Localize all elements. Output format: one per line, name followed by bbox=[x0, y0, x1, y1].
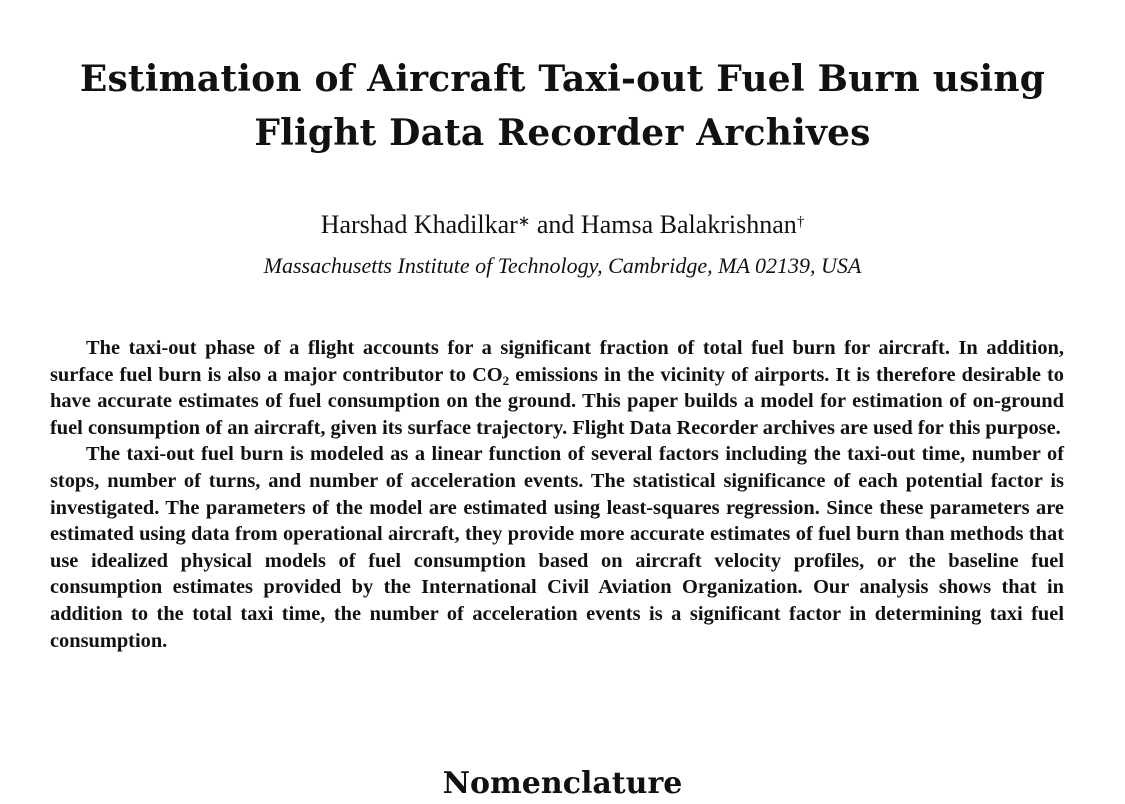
affiliation: Massachusetts Institute of Technology, Cambridge, MA 02139, USA bbox=[263, 253, 862, 278]
author-list bbox=[0, 207, 1125, 243]
abstract-paragraph: The taxi-out fuel burn is modeled as a linear function of several factors including the taxi-out time, number of stops, number of turns, and number of acceleration events. The statistical significance of each potential factor is investigated. The parameters of the model are estimated using least-squares regression. Since these parameters are estimated using data from operational aircraft, they provide more accurate estimates of fuel burn than methods that use idealized physical models of fuel consumption based on aircraft velocity profiles, or the baseline fuel consumption estimates provided by the International Civil Aviation Organization. Our analysis shows that in addition to the total taxi time, the number of acceleration events is a significant factor in determining taxi fuel consumption. bbox=[50, 443, 1064, 652]
footnote-mark: ∗ bbox=[517, 214, 531, 230]
abstract-paragraph bbox=[50, 335, 1064, 441]
paper-title-line-2: Flight Data Recorder Archives bbox=[254, 112, 871, 154]
section-heading: Nomenclature bbox=[442, 766, 683, 801]
author-name: Harshad Khadilkar bbox=[320, 210, 518, 239]
abstract-text: The taxi-out phase of a flight accounts for a significant fraction of total fuel burn for aircraft. In addition, surface fuel burn is also a major contributor to CO bbox=[50, 337, 1064, 386]
author-conjunction: and bbox=[530, 210, 581, 239]
author-name: Hamsa Balakrishnan bbox=[580, 210, 797, 239]
paper-title bbox=[0, 52, 1125, 160]
abstract-text: emissions in the vicinity of airports. It is therefore desirable to have accurate estimates of fuel consumption on the ground. This paper builds a model for estimation of on-ground fuel consumption of an aircraft, given its surface trajectory. Flight Data Recorder archives are used for this purpose. bbox=[50, 363, 1065, 439]
footnote-mark: † bbox=[796, 214, 805, 230]
abstract bbox=[50, 335, 1064, 654]
subscript: 2 bbox=[502, 372, 510, 388]
paper-title-line-1: Estimation of Aircraft Taxi-out Fuel Burn using bbox=[79, 58, 1046, 100]
